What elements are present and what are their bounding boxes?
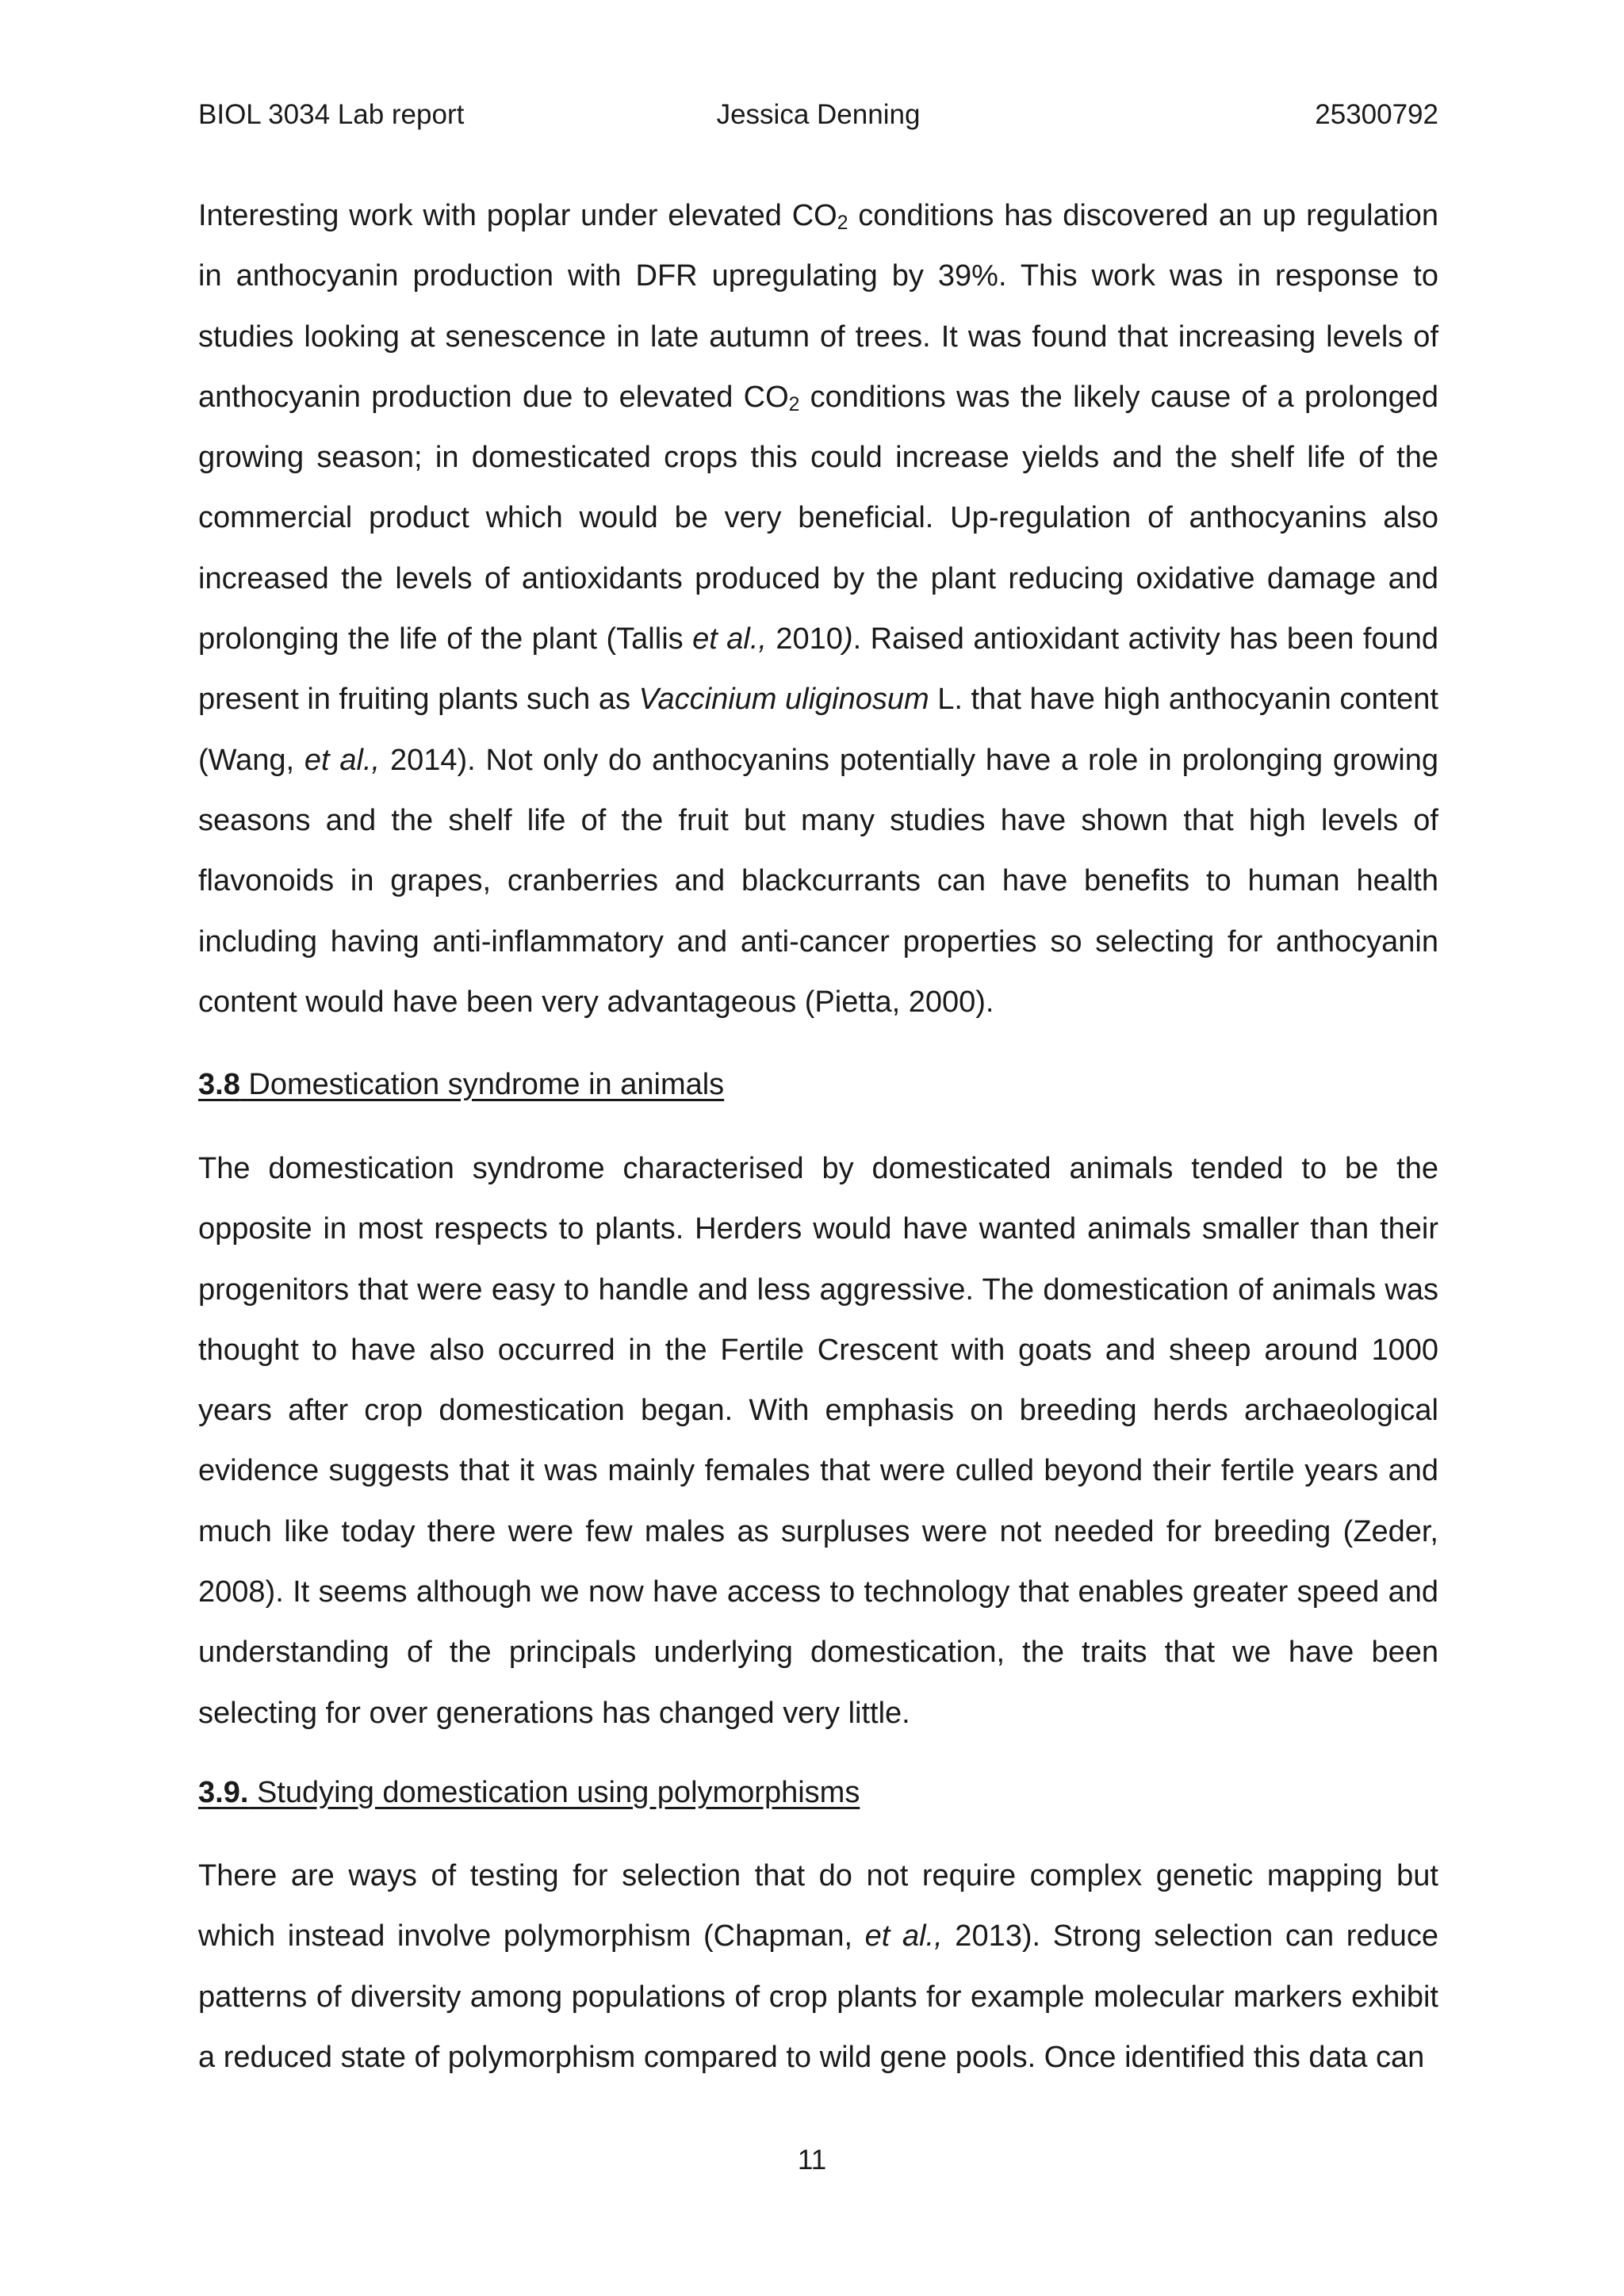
para1-text-1: Interesting work with poplar under elevated CO [198, 199, 837, 232]
section-number-3-8: 3.8 [198, 1068, 240, 1101]
paragraph-domestication-animals: The domestication syndrome characterised by domesticated animals tended to be the opposite in most respects to plants. Herders would have wanted animals smaller than their progenitors that were easy to handle and less aggressive. The domestication of animals was thought to have also occurred in the Fertile Crescent with goats and sheep around 1000 years after crop domestication began. With emphasis on breeding herds archaeological evidence suggests that it was mainly females that were culled beyond their fertile years and much like today there were few males as surpluses were not needed for breeding (Zeder, 2008). It seems although we now have access to technology that enables greater speed and understanding of the principals underlying domestication, the traits that we have been selecting for over generations has changed very little. [198, 1152, 1438, 1730]
section-number-3-9: 3.9. [198, 1776, 249, 1809]
page-number: 11 [797, 2145, 827, 2175]
para1-text-3: conditions was the likely cause of a prolonged growing season; in domesticated crops this could increase yields and the shelf life of the commercial product which would be very beneficial. Up-regulation of anthocyanins also increased the levels of antioxidants produced by the plant reducing oxidative damage and prolonging the life of the plant (Tallis [198, 380, 1438, 656]
para1-text-6: L. that have high anthocyanin content (Wang, [198, 683, 1438, 777]
section-heading-3-9 [198, 1769, 1438, 1816]
para3-italic-1: et al., [864, 1919, 943, 1954]
para1-subscript-1: 2 [837, 212, 848, 234]
para1-text-4: 2010 [766, 622, 843, 656]
para1-text-7: 2014). Not only do anthocyanins potentially have a role in prolonging growing seasons and the shelf life of the fruit but many studies have shown that high levels of flavonoids in grapes, cranberries and blackcurrants can have benefits to human health including having anti-inflammatory and anti-cancer properties so selecting for anthocyanin content would have been very advantageous (Pietta, 2000). [198, 743, 1438, 1019]
header-student-id: 25300792 [1315, 99, 1438, 130]
para3-text-2: 2013). Strong selection can reduce patterns of diversity among populations of crop plants for example molecular markers exhibit a reduced state of polymorphism compared to wild gene pools. Once identified this data can [198, 1919, 1438, 2074]
para1-italic-4: et al., [304, 743, 381, 777]
para1-italic-1: et al., [692, 622, 767, 656]
paragraph-polymorphisms [198, 1846, 1438, 2087]
section-title-3-8: Domestication syndrome in animals [239, 1068, 725, 1101]
para1-text-2: conditions has discovered an up regulation in anthocyanin production with DFR upregulating by 39%. This work was in response to studies looking at senescence in late autumn of trees. It was found that increasing levels of anthocyanin production due to elevated CO [198, 199, 1438, 414]
para1-italic-2: ) [842, 622, 853, 656]
header-course: BIOL 3034 Lab report [198, 99, 465, 130]
paragraph-anthocyanin [198, 186, 1438, 1032]
para1-text-5: . Raised antioxidant activity has been found present in fruiting plants such as [198, 622, 1438, 717]
section-heading-3-8 [198, 1061, 1438, 1108]
section-title-3-9: Studying domestication using polymorphisms [248, 1776, 860, 1809]
para3-text-1: There are ways of testing for selection that do not require complex genetic mapping but which instead involve polymorphism (Chapman, [198, 1859, 1438, 1954]
para1-subscript-2: 2 [788, 393, 800, 415]
para1-italic-3: Vaccinium uliginosum [638, 683, 929, 717]
page-header [198, 97, 1438, 133]
header-author: Jessica Denning [716, 99, 921, 130]
